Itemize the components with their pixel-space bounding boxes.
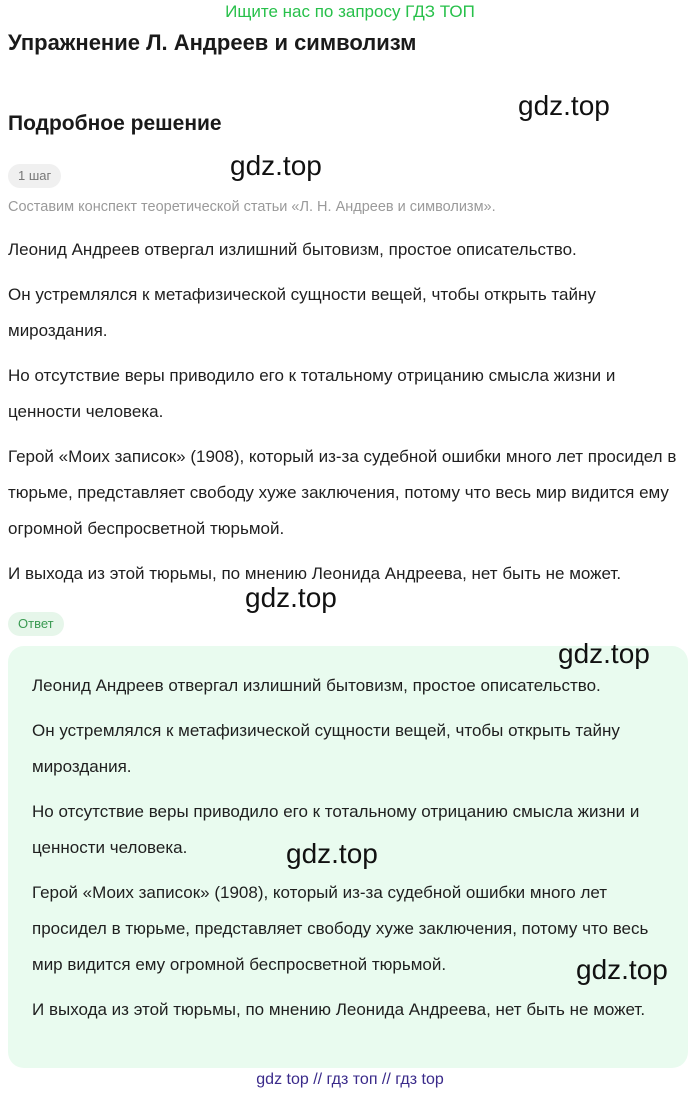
watermark: gdz.top bbox=[245, 582, 337, 613]
answer-paragraph: И выхода из этой тюрьмы, по мнению Леонида Андреева, нет быть не может. bbox=[32, 1000, 646, 1019]
solution-paragraph: Герой «Моих записок» (1908), который из-за судебной ошибки много лет просидел в тюрьме, представляет свободу хуже заключения, потому что весь мир видится ему огромной беспросветной тюрьмой. bbox=[8, 447, 677, 538]
answer-paragraph: Но отсутствие веры приводило его к тотальному отрицанию смысла жизни и ценности человека. bbox=[32, 802, 640, 857]
answer-paragraph: Леонид Андреев отвергал излишний бытовизм, простое описательство. bbox=[32, 676, 601, 695]
watermark: gdz.top bbox=[558, 638, 650, 669]
solution-paragraph: Но отсутствие веры приводило его к тотальному отрицанию смысла жизни и ценности человека. bbox=[8, 366, 616, 421]
answer-paragraph: Герой «Моих записок» (1908), который из-за судебной ошибки много лет просидел в тюрьме, представляет свободу хуже заключения, потому что весь мир видится ему огромной беспросветной тюрьмой. bbox=[32, 883, 649, 974]
answer-badge: Ответ bbox=[8, 612, 64, 636]
step-badge: 1 шаг bbox=[8, 164, 61, 188]
watermark: gdz.top bbox=[518, 90, 610, 121]
watermark: gdz.top bbox=[286, 838, 378, 869]
footer-links[interactable]: gdz top // гдз топ // гдз top bbox=[256, 1071, 444, 1088]
solution-paragraph: Он устремлялся к метафизической сущности вещей, чтобы открыть тайну мироздания. bbox=[8, 285, 596, 340]
answer-paragraph: Он устремлялся к метафизической сущности вещей, чтобы открыть тайну мироздания. bbox=[32, 721, 620, 776]
top-banner[interactable]: Ищите нас по запросу ГДЗ ТОП bbox=[225, 2, 475, 21]
solution-body bbox=[8, 232, 692, 601]
watermark: gdz.top bbox=[576, 954, 668, 985]
solution-heading: Подробное решение bbox=[8, 112, 222, 135]
page-title: Упражнение Л. Андреев и символизм bbox=[8, 30, 417, 55]
solution-paragraph: Леонид Андреев отвергал излишний бытовизм, простое описательство. bbox=[8, 240, 577, 259]
solution-intro: Составим конспект теоретической статьи «Л. Н. Андреев и символизм». bbox=[8, 199, 496, 215]
solution-paragraph: И выхода из этой тюрьмы, по мнению Леонида Андреева, нет быть не может. bbox=[8, 564, 622, 583]
watermark: gdz.top bbox=[230, 150, 322, 181]
